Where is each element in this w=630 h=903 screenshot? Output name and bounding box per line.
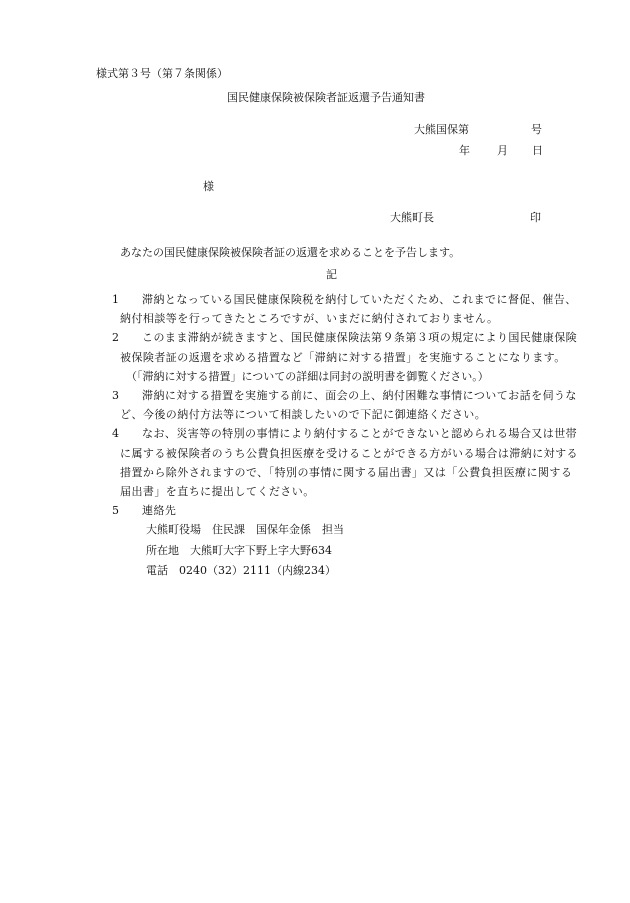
item-text: このまま滞納が続きますと、国民健康保険法第９条第３項の規定により国民健康保険被保険者証の返還を求める措置など「滞納に対する措置」を実施することになります。 [120,331,578,364]
notice-item [98,424,578,501]
notice-item [98,386,578,424]
notice-items [98,290,578,582]
number-suffix-label: 号 [531,123,542,136]
date-year-label: 年 [459,144,470,157]
item-text: 滞納となっている国民健康保険税を納付していただくため、これまでに督促、催告、納付相談等を行ってきたところですが、いまだに納付されておりません。 [120,293,577,326]
contact-heading: 連絡先 [142,504,177,518]
document-title: 国民健康保険被保険者証返還予告通知書 [227,91,425,104]
seal-label: 印 [530,211,541,224]
form-number: 様式第３号（第７条関係） [96,67,228,80]
item-note: （「滞納に対する措置」についての詳細は同封の説明書を御覧ください。） [126,369,489,383]
item-number: 5 [112,504,119,518]
item-number: 2 [112,331,119,345]
item-number: 1 [112,293,119,306]
date-month-label: 月 [497,144,508,157]
date-day-label: 日 [532,144,543,157]
notice-item [98,290,578,328]
sender-title: 大熊町長 [390,211,434,224]
contact-phone: 電話 0240（32）2111（内線234） [146,564,336,578]
item-text: なお、災害等の特別の事情により納付することができないと認められる場合又は世帯に属する被保険者のうち公費負担医療を受けることができる方がいる場合は滞納に対する措置から除外されますので、「特別の事情に関する届出書」又は「公費負担医療に関する届出書」を直ちに提出してください。 [120,427,578,499]
item-number: 3 [112,389,119,403]
contact-office: 大熊町役場 住民課 国保年金係 担当 [146,523,344,537]
notice-item [98,501,578,582]
item-text: 滞納に対する措置を実施する前に、面会の上、納付困難な事情についてお話を伺うなど、今後の納付方法等について相談したいので下記に御連絡ください。 [120,389,577,422]
addressee-honorific: 様 [203,180,214,193]
contact-address: 所在地 大熊町大字下野上字大野634 [146,543,332,557]
notice-item [98,328,578,386]
item-number: 4 [112,427,119,441]
ki-heading: 記 [326,268,337,281]
intro-text: あなたの国民健康保険被保険者証の返還を求めることを予告します。 [120,246,461,259]
issuer-number-label: 大熊国保第 [414,123,469,136]
